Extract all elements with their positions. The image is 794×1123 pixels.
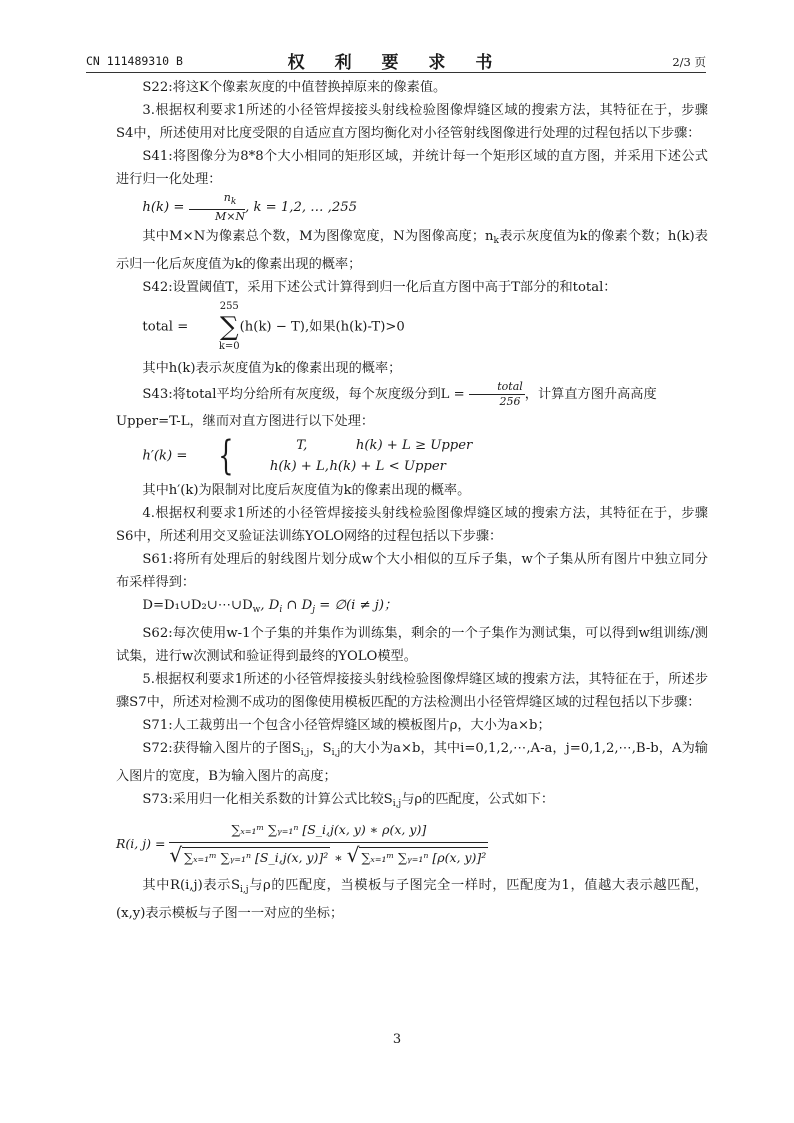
equation-clipped-histogram: h′(k) = { T, h(k) + L ≥ Upper h(k) + L,h(k) + L < Upper [142,433,473,479]
step-s22: S22:将这K个像素灰度的中值替换掉原来的像素值。 [142,80,447,95]
step-s71: S71:人工裁剪出一个包含小径管焊缝区域的模板图片ρ，大小为a×b； [142,718,551,733]
equation-normalization: h(k) = $\frac{n_k}{M\times N}$ , k = 1,2, … ,255 [142,191,358,223]
equation-ncc: R(i, j) = $\frac{\text{∑ₓ₌₁ᵐ ∑ᵧ₌₁ⁿ [S\_i,j(x, y) ∗ ρ(x, y)]}}{\text{√ ∑ₓ₌₁ᵐ ∑ᵧ₌₁ⁿ [S\_i,j(x, y)]² ∗ √ ∑ₓ₌₁ᵐ ∑ᵧ₌₁ⁿ [ρ(x, y)]²}}$ [116,822,487,867]
s42-note: 其中h(k)表示灰度值为k的像素出现的概率； [142,361,402,376]
page-number: 3 [392,1032,402,1047]
page-header [86,48,706,73]
patent-number: CN 111489310 B [86,54,183,68]
claim-3-intro: 3.根据权利要求1所述的小径管焊接接头射线检验图像焊缝区域的搜索方法，其特征在于，步骤S4中，所述使用对比度受限的自适应直方图均衡化对小径管射线图像进行处理的过程包括以下步骤： [116,103,708,141]
s43-note: 其中h′(k)为限制对比度后灰度值为k的像素出现的概率。 [142,483,471,498]
equation-partition: $D=D_1\cup D_2\cup\cdots\cup D_w$, $D_i$ ∩ $D_j$ = ∅(i ≠ j)； [142,598,398,615]
claim-5-intro: 5.根据权利要求1所述的小径管焊接接头射线检验图像焊缝区域的搜索方法，其特征在于，所述步骤S7中，所述对检测不成功的图像使用模板匹配的方法检测出小径管焊缝区域的过程包括以下步骤： [116,672,708,710]
step-s72: S72:获得输入图片的子图$S_{i,j}$，$S_{i,j}$的大小为a×b，其中i=0,1,2,⋯,A-a，j=0,1,2,⋯,B-b，A为输入图片的宽度，B为输入图片的高度； [116,741,708,784]
step-s42: S42:设置阈值T，采用下述公式计算得到归一化后直方图中高于T部分的和total： [142,280,617,295]
s73-note: 其中R(i,j)表示$S_{i,j}$与ρ的匹配度，当模板与子图完全一样时，匹配度为1，值越大表示越匹配，(x,y)表示模板与子图一一对应的坐标； [116,878,708,921]
page-indicator: 2/3 页 [672,55,706,69]
step-s41: S41:将图像分为8*8个大小相同的矩形区域，并统计每一个矩形区域的直方图，并采用下述公式进行归一化处理： [116,149,708,187]
step-s43-cont: Upper=T-L，继而对直方图进行以下处理： [116,414,375,429]
ncc-fraction: $\frac{\text{∑ₓ₌₁ᵐ ∑ᵧ₌₁ⁿ [S\_i,j(x, y) ∗ ρ(x, y)]}}{\text{√ ∑ₓ₌₁ᵐ ∑ᵧ₌₁ⁿ [S\_i,j(x, y)]² ∗ √ ∑ₓ₌₁ᵐ ∑ᵧ₌₁ⁿ [ρ(x, y)]²}}$ [169,822,487,867]
claims-body [116,76,708,925]
header-divider [86,72,706,73]
document-title: 权 利 要 求 书 [287,53,505,73]
step-s61: S61:将所有处理后的射线图片划分成w个大小相似的互斥子集，w个子集从所有图片中独立同分布采样得到： [116,552,708,590]
step-s43: S43:将total平均分给所有灰度级，每个灰度级分到L = $\frac{\text{total}}{256}$ ，计算直方图升高高度 [142,380,657,408]
s41-note: 其中M×N为像素总个数，M为图像宽度，N为图像高度；$n_k$表示灰度值为k的像素个数；h(k)表示归一化后灰度值为k的像素出现的概率； [116,229,708,272]
step-s62: S62:每次使用w-1个子集的并集作为训练集，剩余的一个子集作为测试集，可以得到w组训练/测试集，进行w次测试和验证得到最终的YOLO模型。 [116,626,708,664]
step-s73: S73:采用归一化相关系数的计算公式比较$S_{i,j}$与ρ的匹配度，公式如下： [142,792,555,809]
fraction: $\frac{n_k}{M\times N}$ [189,191,246,224]
claim-4-intro: 4.根据权利要求1所述的小径管焊接接头射线检验图像焊缝区域的搜索方法，其特征在于，步骤S6中，所述利用交叉验证法训练YOLO网络的过程包括以下步骤： [116,506,708,544]
equation-total: total = 255 ∑ k=0 (h(k) − T),如果(h(k)-T)>0 [142,301,405,352]
summation-symbol: 255 ∑ k=0 [218,301,240,352]
